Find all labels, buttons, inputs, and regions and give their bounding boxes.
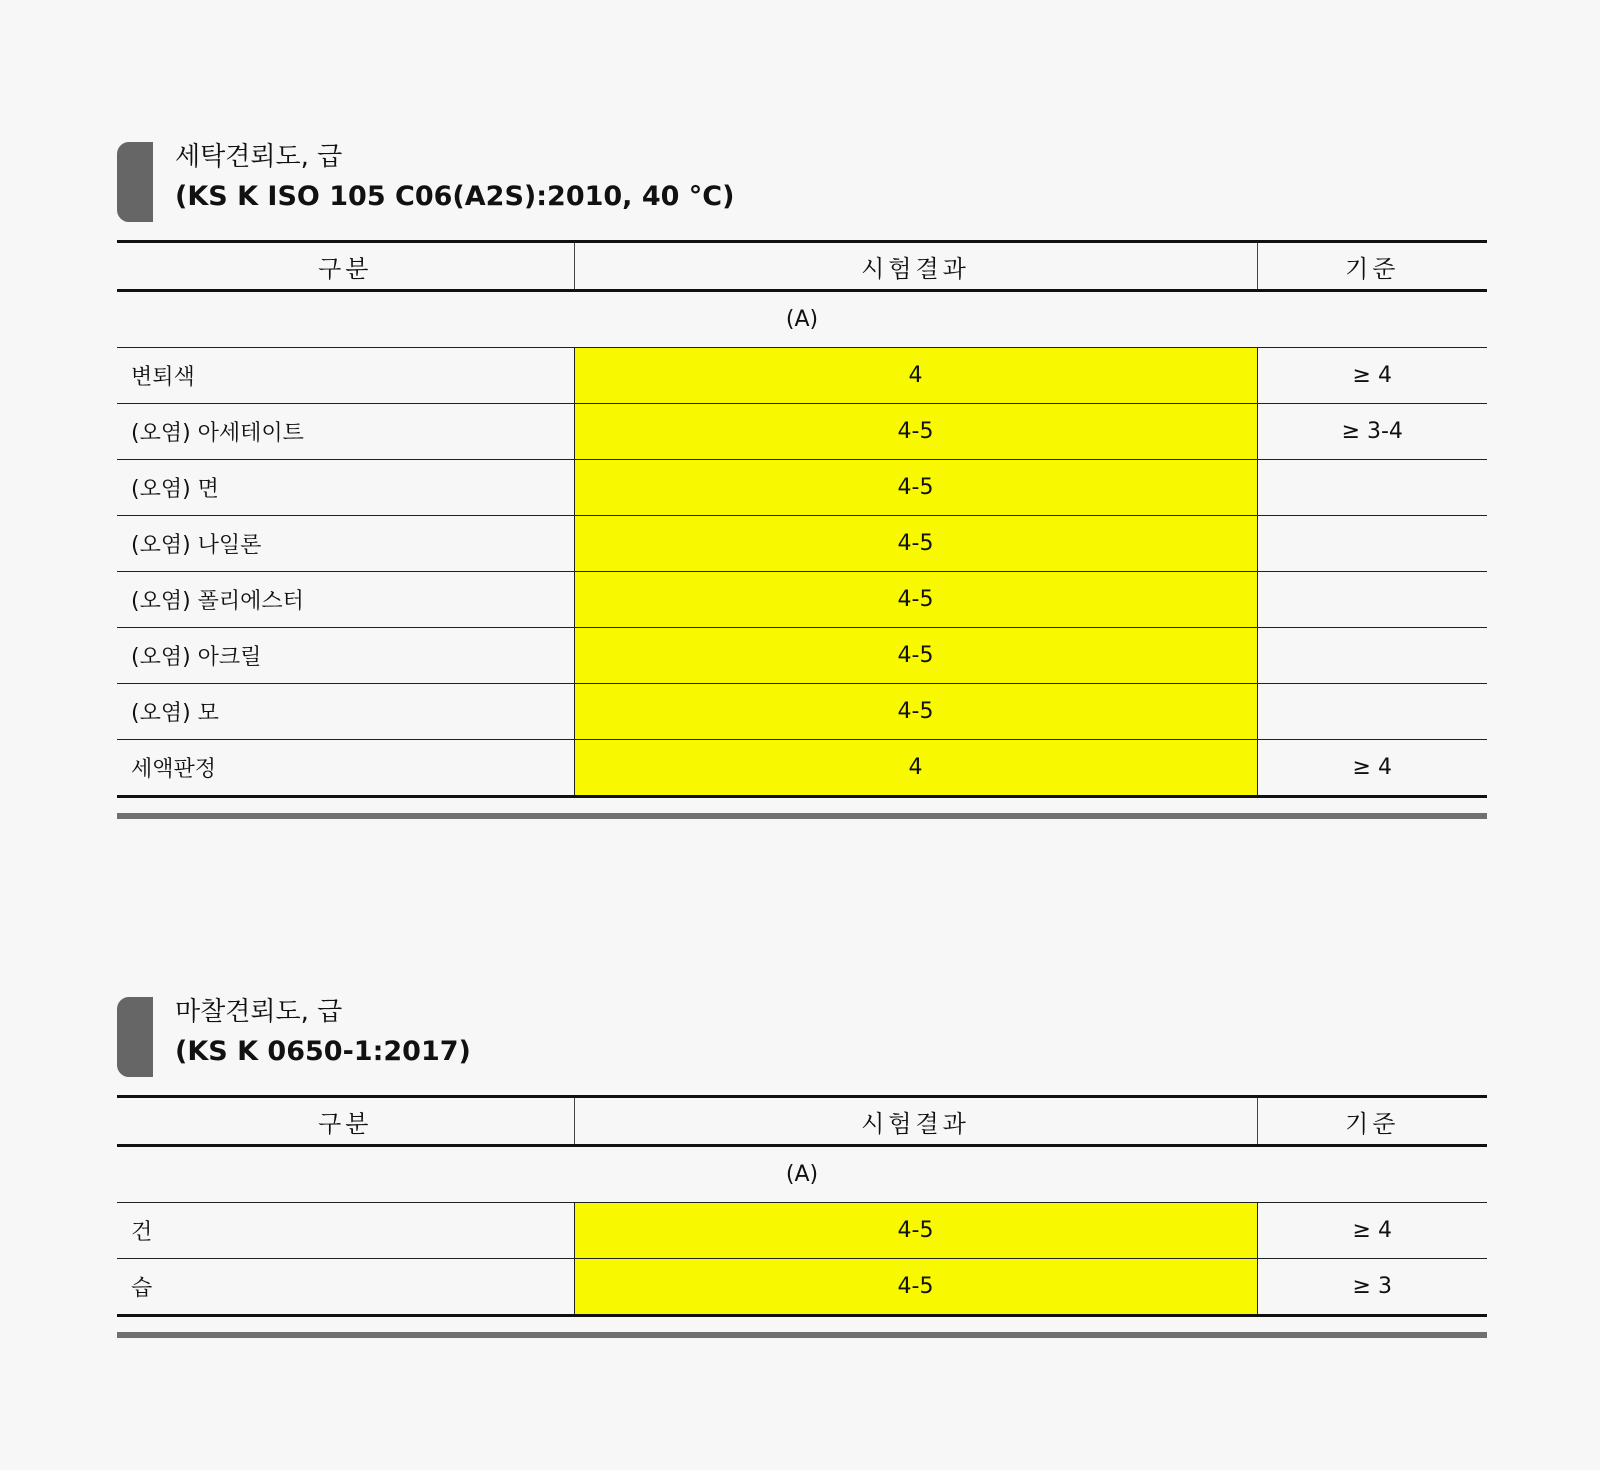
table-row xyxy=(117,572,1487,628)
header-category: 구분 xyxy=(117,1097,574,1146)
sample-label: (A) xyxy=(117,1146,1487,1203)
section-footer-rule xyxy=(117,813,1487,819)
section-header xyxy=(117,140,1487,223)
row-label: 건 xyxy=(117,1203,574,1259)
table-row xyxy=(117,628,1487,684)
section-marker xyxy=(117,997,153,1077)
row-standard: ≥ 4 xyxy=(1257,740,1487,797)
row-standard: ≥ 3-4 xyxy=(1257,404,1487,460)
washing-fastness-section xyxy=(117,140,1487,819)
row-standard xyxy=(1257,684,1487,740)
row-standard xyxy=(1257,572,1487,628)
row-result: 4-5 xyxy=(574,460,1257,516)
row-result: 4 xyxy=(574,740,1257,797)
section-footer-rule xyxy=(117,1332,1487,1338)
row-standard xyxy=(1257,628,1487,684)
table-row xyxy=(117,348,1487,404)
row-result: 4-5 xyxy=(574,684,1257,740)
section-title: 세탁견뢰도, 급 xyxy=(175,142,343,172)
table-row xyxy=(117,460,1487,516)
header-standard: 기준 xyxy=(1257,242,1487,291)
rubbing-fastness-table xyxy=(117,1095,1487,1317)
row-result: 4-5 xyxy=(574,1259,1257,1316)
section-title: 마찰견뢰도, 급 xyxy=(175,997,343,1027)
header-result: 시험결과 xyxy=(574,242,1257,291)
header-category: 구분 xyxy=(117,242,574,291)
table-row xyxy=(117,684,1487,740)
table-row xyxy=(117,516,1487,572)
row-result: 4 xyxy=(574,348,1257,404)
row-result: 4-5 xyxy=(574,1203,1257,1259)
header-standard: 기준 xyxy=(1257,1097,1487,1146)
section-header xyxy=(117,995,1487,1078)
row-label: 세액판정 xyxy=(117,740,574,797)
row-label: (오염) 아크릴 xyxy=(117,628,574,684)
section-standard: (KS K ISO 105 C06(A2S):2010, 40 °C) xyxy=(175,181,735,212)
row-standard xyxy=(1257,516,1487,572)
rubbing-fastness-section xyxy=(117,995,1487,1338)
section-standard: (KS K 0650-1:2017) xyxy=(175,1036,471,1067)
row-standard xyxy=(1257,460,1487,516)
header-result: 시험결과 xyxy=(574,1097,1257,1146)
table-row xyxy=(117,404,1487,460)
row-result: 4-5 xyxy=(574,628,1257,684)
row-label: 변퇴색 xyxy=(117,348,574,404)
row-label: (오염) 모 xyxy=(117,684,574,740)
row-label: (오염) 아세테이트 xyxy=(117,404,574,460)
row-standard: ≥ 3 xyxy=(1257,1259,1487,1316)
row-label: (오염) 나일론 xyxy=(117,516,574,572)
washing-fastness-table xyxy=(117,240,1487,798)
row-label: (오염) 면 xyxy=(117,460,574,516)
sample-row xyxy=(117,1146,1487,1203)
row-standard: ≥ 4 xyxy=(1257,348,1487,404)
row-result: 4-5 xyxy=(574,572,1257,628)
row-result: 4-5 xyxy=(574,404,1257,460)
row-standard: ≥ 4 xyxy=(1257,1203,1487,1259)
table-row xyxy=(117,1203,1487,1259)
row-label: (오염) 폴리에스터 xyxy=(117,572,574,628)
row-result: 4-5 xyxy=(574,516,1257,572)
sample-label: (A) xyxy=(117,291,1487,348)
section-marker xyxy=(117,142,153,222)
sample-row xyxy=(117,291,1487,348)
table-header-row xyxy=(117,242,1487,291)
row-label: 습 xyxy=(117,1259,574,1316)
table-row xyxy=(117,1259,1487,1316)
table-header-row xyxy=(117,1097,1487,1146)
table-row xyxy=(117,740,1487,797)
